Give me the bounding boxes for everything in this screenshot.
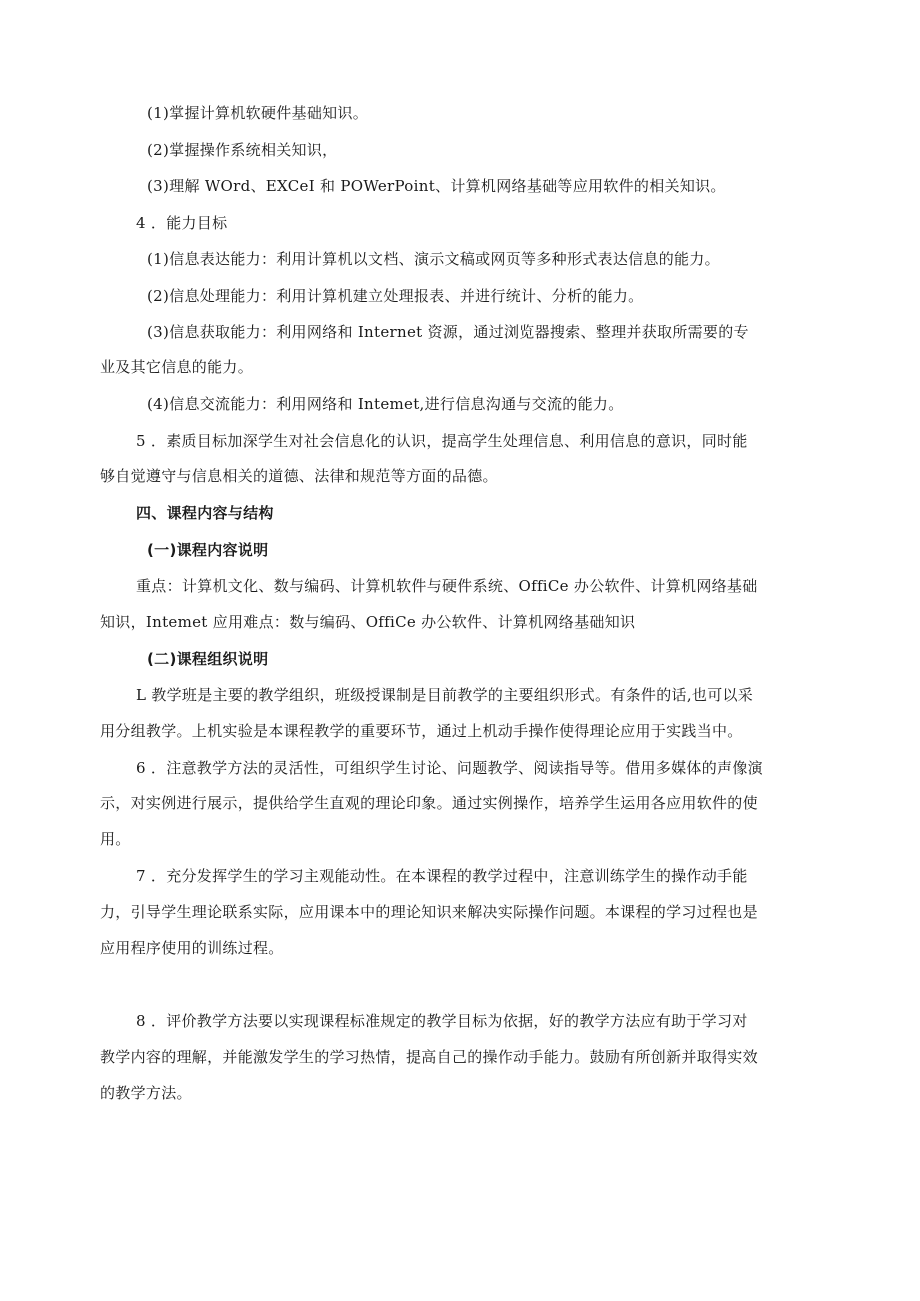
ability-goal-1: (1)信息表达能力：利用计算机以文档、演示文稿或网页等多种形式表达信息的能力。 [147,250,720,268]
ability-goal-4: (4)信息交流能力：利用网络和 Intemet,进行信息沟通与交流的能力。 [147,395,624,413]
ability-goal-3: (3)信息获取能力：利用网络和 Internet 资源，通过浏览器搜索、整理并获取所需要的专 [147,323,749,341]
content-desc-line-2: 知识，Intemet 应用难点：数与编码、OffiCe 办公软件、计算机网络基础知识 [100,613,636,631]
content-desc-line-1: 重点：计算机文化、数与编码、计算机软件与硬件系统、OffiCe 办公软件、计算机网络基础 [136,577,758,595]
org-para-6-line-1: 6 ．注意教学方法的灵活性，可组织学生讨论、问题教学、阅读指导等。借用多媒体的声像演 [136,759,763,777]
org-para-1-line-2: 用分组教学。上机实验是本课程教学的重要环节，通过上机动手操作使得理论应用于实践当中。 [100,722,743,740]
subsection-one-title: (一)课程内容说明 [147,541,269,559]
org-para-6-line-3: 用。 [100,830,131,848]
org-para-1-line-1: L 教学班是主要的教学组织，班级授课制是目前教学的主要组织形式。有条件的话,也可以采 [136,686,754,704]
org-para-6-line-2: 示，对实例进行展示，提供给学生直观的理论印象。通过实例操作，培养学生运用各应用软件的使 [100,794,758,812]
ability-heading: 4 ．能力目标 [136,214,228,232]
ability-goal-2: (2)信息处理能力：利用计算机建立处理报表、并进行统计、分析的能力。 [147,287,644,305]
knowledge-goal-1: (1)掌握计算机软硬件基础知识。 [147,104,369,122]
knowledge-goal-3: (3)理解 WOrd、EXCeI 和 POWerPoint、计算机网络基础等应用软件的相关知识。 [147,177,726,195]
org-para-8-line-3: 的教学方法。 [100,1084,192,1102]
org-para-7-line-2: 力，引导学生理论联系实际，应用课本中的理论知识来解决实际操作问题。本课程的学习过程也是 [100,903,758,921]
quality-goal-line-1: 5 ．素质目标加深学生对社会信息化的认识，提高学生处理信息、利用信息的意识，同时能 [136,432,748,450]
org-para-8-line-2: 教学内容的理解，并能激发学生的学习热情，提高自己的操作动手能力。鼓励有所创新并取得实效 [100,1048,758,1066]
org-para-8-line-1: 8 ．评价教学方法要以实现课程标准规定的教学目标为依据，好的教学方法应有助于学习对 [136,1012,748,1030]
knowledge-goal-2: (2)掌握操作系统相关知识， [147,141,338,159]
subsection-two-title: (二)课程组织说明 [147,650,269,668]
section-four-title: 四、课程内容与结构 [136,504,274,522]
org-para-7-line-3: 应用程序使用的训练过程。 [100,939,284,957]
org-para-7-line-1: 7 ．充分发挥学生的学习主观能动性。在本课程的教学过程中，注意训练学生的操作动手能 [136,867,748,885]
ability-goal-3-cont: 业及其它信息的能力。 [100,358,254,376]
quality-goal-line-2: 够自觉遵守与信息相关的道德、法律和规范等方面的品德。 [100,467,498,485]
